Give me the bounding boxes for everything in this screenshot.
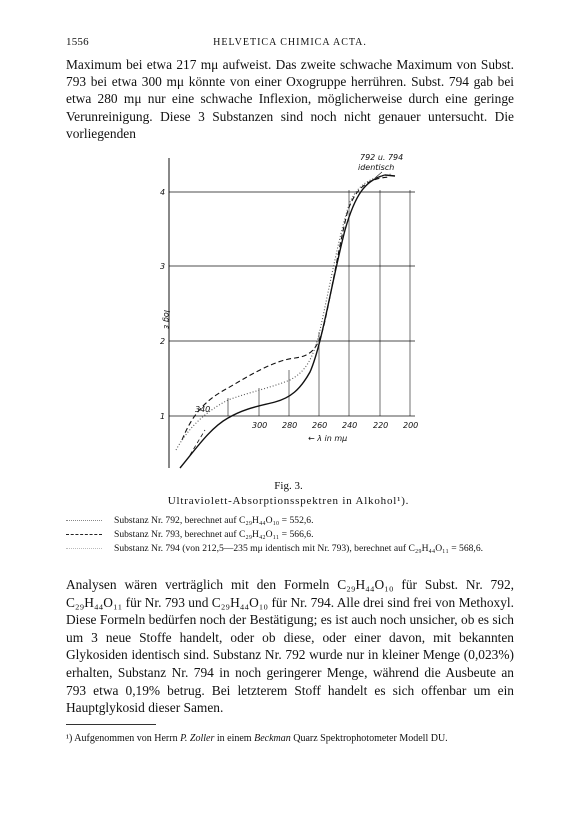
- legend-text: Substanz Nr. 793, berechnet auf C₂₉H₄₂O₁₁ = 566,6.: [114, 529, 314, 540]
- y-tick-label: 4: [160, 188, 166, 197]
- running-head: [66, 36, 514, 52]
- y-tick-label: 2: [160, 337, 166, 346]
- figure-caption: Ultraviolett-Absorptionsspektren in Alkohol¹).: [167, 495, 410, 507]
- x-axis-label: ← λ in mμ: [308, 434, 348, 443]
- footnote-instrument: Beckman: [254, 733, 291, 744]
- paragraph-bottom: Analysen wären verträglich mit den Formeln C₂₉H₄₄O₁₀ für Subst. Nr. 792, C₂₉H₄₄O₁₁ für Nr. 793 und C₂₉H₄₄O₁₀ für Nr. 794. Alle drei sind frei von Methoxyl. Diese Formeln bedürfen noch der Bestätigung; es ist auch noch unsicher, ob es sich um 3 neue Stoffe handelt, oder ob diese, oder einer davon, mit bekannten Glykosiden identisch sind. Substanz Nr. 792 wurde nur in kleiner Menge (0,023%) erhalten, Substanz Nr. 794 in noch geringerer Menge, während die Ausbeute an 793 etwa 0,19% betrug. Bei letzterem Stoff handelt es sich offenbar um ein Hauptglykosid dieser Samen.: [66, 577, 514, 716]
- y-axis-label: log ε: [162, 310, 171, 330]
- x-tick-label: 340: [195, 405, 211, 414]
- footnote-text-3: Quarz Spektrophotometer Modell DU.: [290, 733, 448, 744]
- y-tick-label: 1: [160, 412, 166, 421]
- legend-swatch-dotted-light: [66, 548, 102, 549]
- x-tick-label: 280: [282, 421, 298, 430]
- curve-tail: [190, 430, 205, 455]
- footnote-rule: [66, 724, 156, 725]
- y-tick-label: 3: [160, 262, 166, 271]
- legend-swatch-dotted: [66, 520, 102, 521]
- journal-title: HELVETICA CHIMICA ACTA.: [213, 37, 367, 48]
- uv-spectrum-plot: [150, 150, 420, 475]
- x-tick-label: 300: [252, 421, 268, 430]
- footnote-text-1: Aufgenommen von Herrn: [74, 733, 181, 744]
- legend-item: [66, 542, 514, 555]
- x-tick-label: 220: [373, 421, 389, 430]
- figure-legend: [66, 514, 514, 556]
- page-number: 1556: [66, 36, 89, 48]
- legend-item: [66, 528, 514, 541]
- x-tick-label: 240: [342, 421, 358, 430]
- footnote: [66, 732, 514, 745]
- footnote-text-2: in einem: [214, 733, 255, 744]
- annotation-792-794: 792 u. 794: [360, 153, 404, 162]
- legend-swatch-dashed: [66, 534, 102, 535]
- legend-item: [66, 514, 514, 527]
- footnote-name: P. Zoller: [180, 733, 215, 744]
- curve-substanz-793: [182, 177, 390, 440]
- legend-text: Substanz Nr. 792, berechnet auf C₂₉H₄₄O₁₀ = 552,6.: [114, 515, 314, 526]
- legend-text: Substanz Nr. 794 (von 212,5—235 mμ identisch mit Nr. 793), berechnet auf C₂₉H₄₄O₁₁ = 568,6.: [114, 543, 484, 554]
- uv-spectrum-figure: [150, 150, 420, 475]
- x-tick-label: 260: [312, 421, 328, 430]
- paragraph-top: Maximum bei etwa 217 mμ aufweist. Das zweite schwache Maximum von Subst. 793 bei etwa 300 mμ könnte von einer Oxogruppe herrühren. Subst. 794 gab bei etwa 280 mμ nur eine schwache Inflexion, möglicherweise durch eine geringe Verunreinigung. Diese 3 Substanzen sind noch nicht genauer untersucht. Die vorliegenden: [66, 57, 514, 141]
- figure-label: Fig. 3.: [274, 480, 303, 492]
- annotation-identisch: identisch: [358, 163, 395, 172]
- footnote-marker: ¹): [66, 733, 73, 744]
- x-tick-label: 200: [403, 421, 419, 430]
